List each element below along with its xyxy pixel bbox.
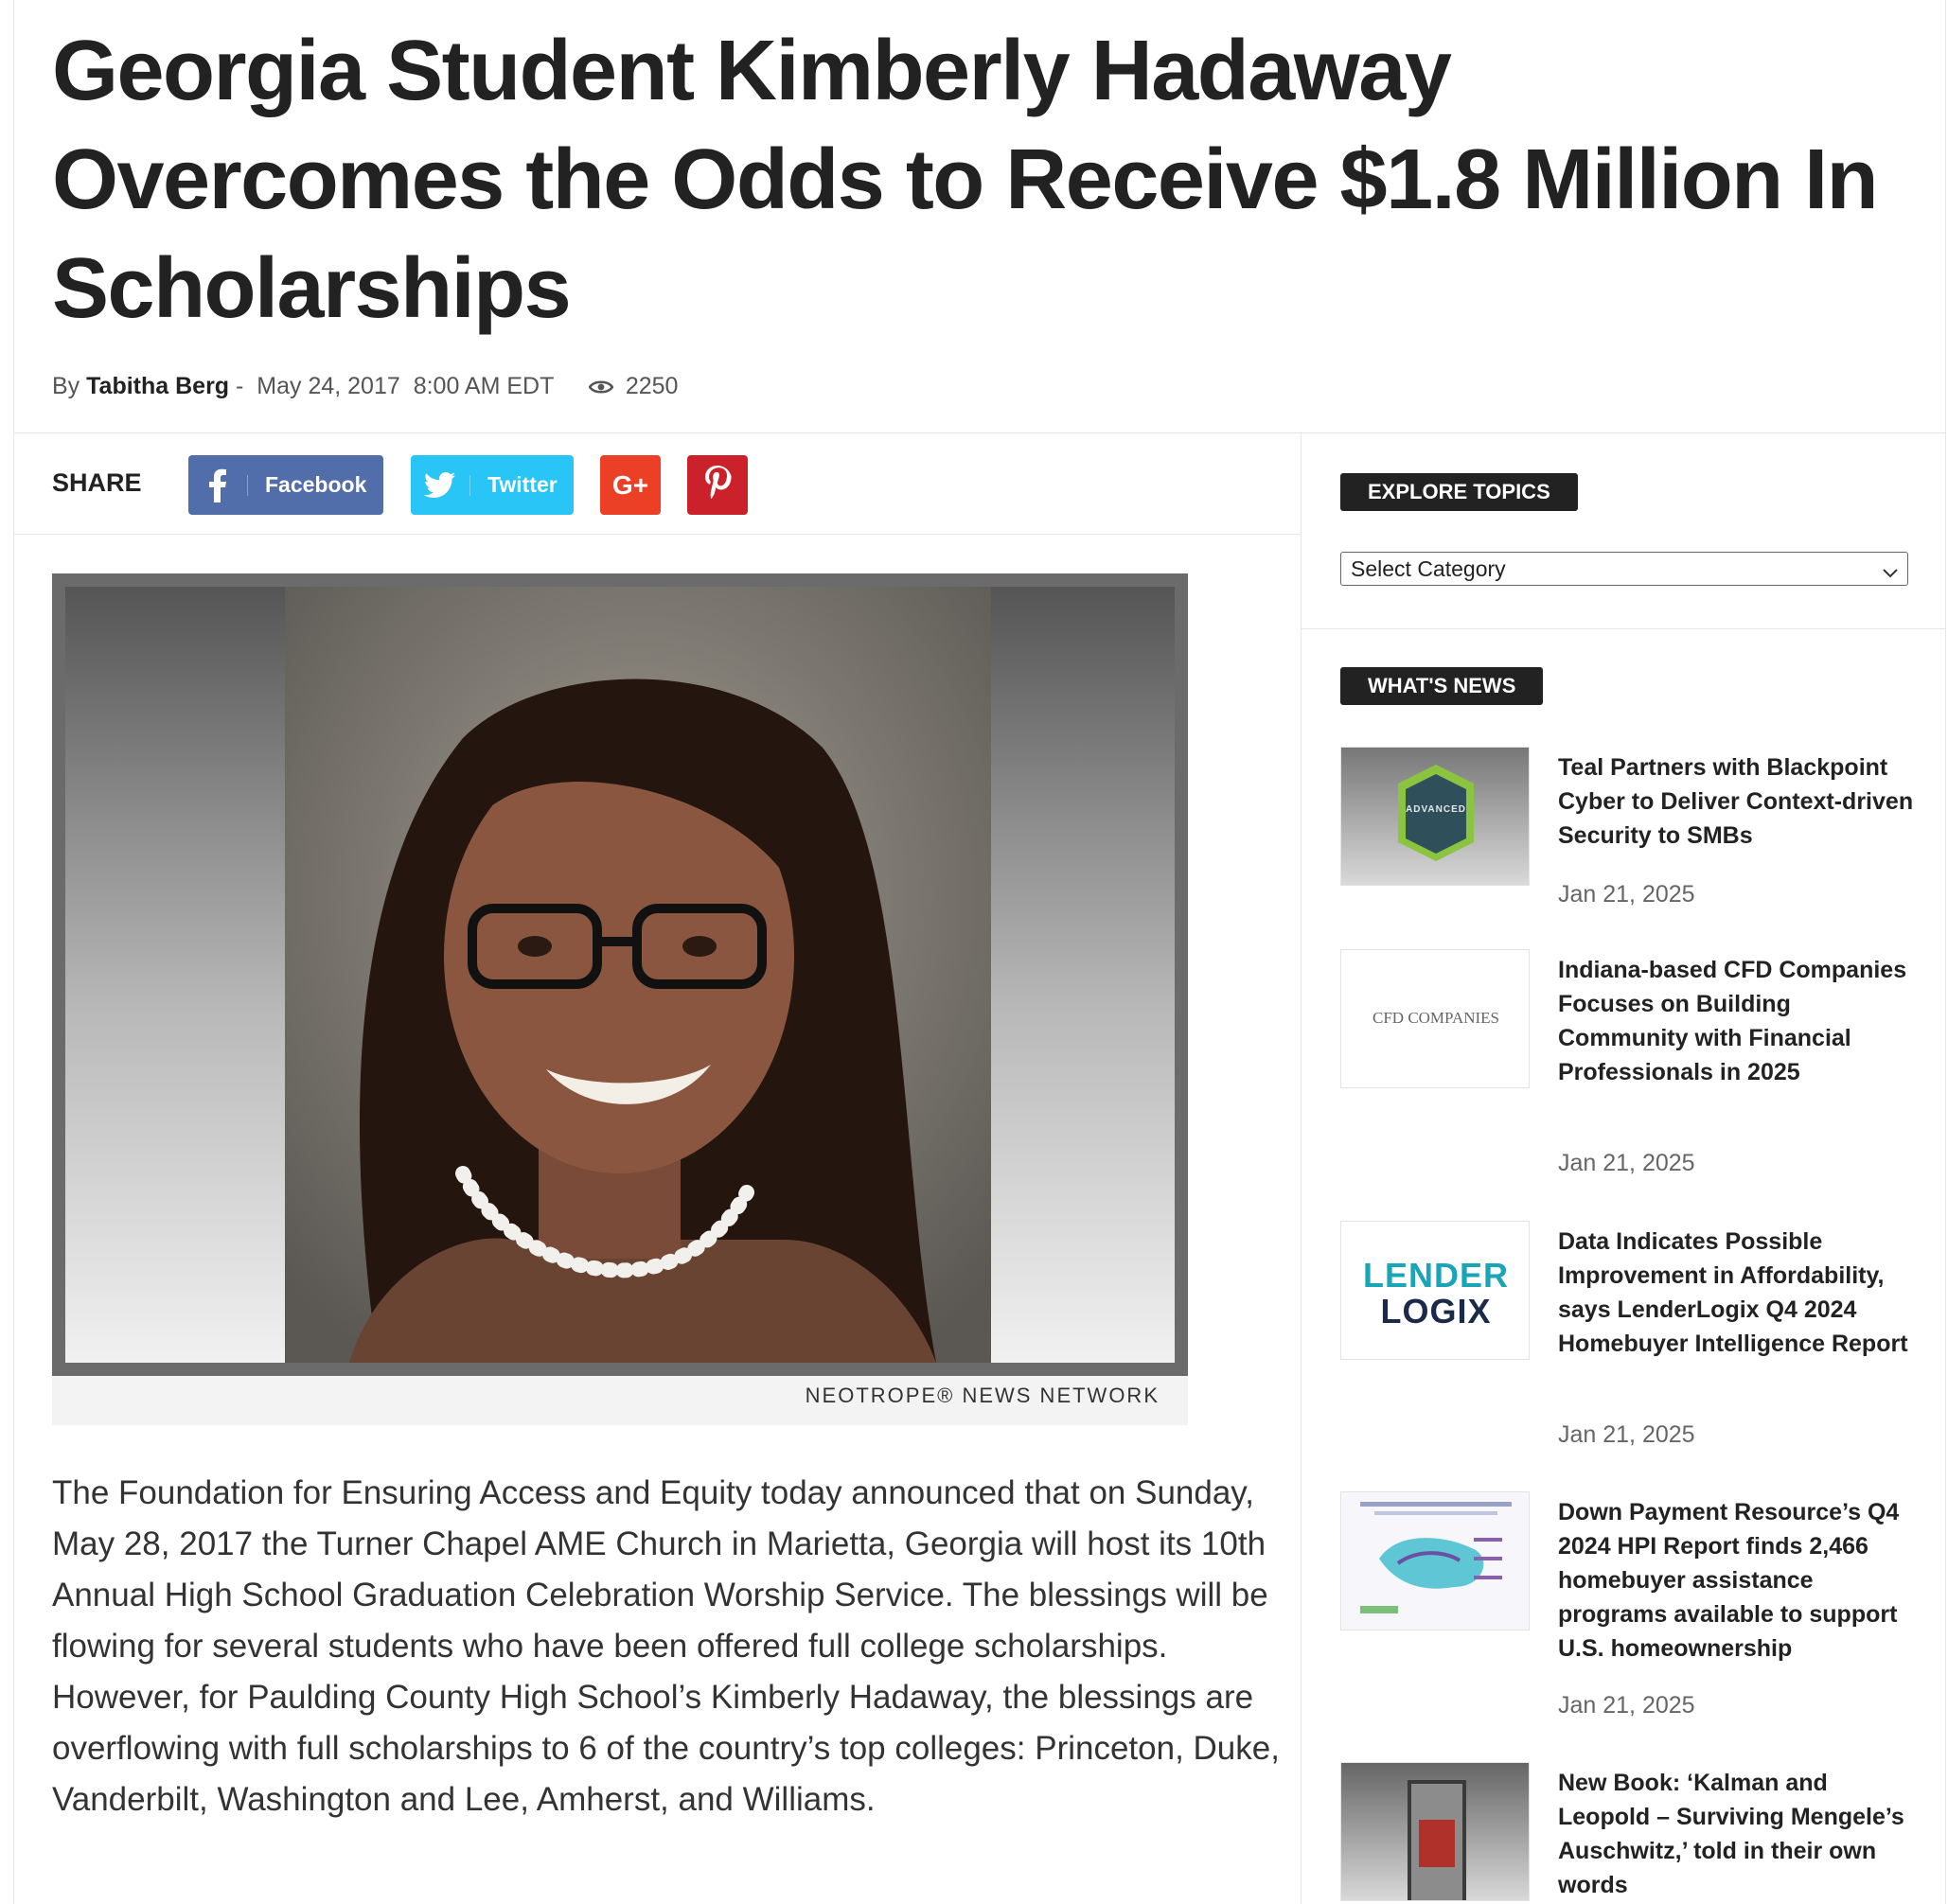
article-body: The Foundation for Ensuring Access and Equity today announced that on Sunday, May 28, 2017 the Turner Chapel AME Church in Marietta, Georgia will host its 10th Annual High School Graduation Celebration Worship Service. The blessings will be flowing for several students who have been offered full college scholarships. However, for Paulding County High School’s Kimberly Hadaway, the blessings are overflowing with full scholarships to 6 of the country’s top colleges: Princeton, Duke, Vanderbilt, Washington and Lee, Amherst, and Williams. xyxy=(52,1474,1280,1818)
news-date: Jan 21, 2025 xyxy=(1558,1150,1695,1176)
news-thumbnail[interactable] xyxy=(1340,1221,1530,1360)
thumbnail-text: ADVANCED xyxy=(1406,804,1466,815)
explore-topics-heading: EXPLORE TOPICS xyxy=(1340,473,1578,511)
pinterest-share-button[interactable] xyxy=(687,455,748,515)
category-select-value: Select Category xyxy=(1351,556,1506,581)
news-headline[interactable]: Down Payment Resource’s Q4 2024 HPI Report finds 2,466 homebuyer assistance programs available to support U.S. homeownership xyxy=(1558,1499,1900,1662)
date-separator: - xyxy=(236,373,244,399)
google-plus-share-button[interactable] xyxy=(600,455,661,515)
image-credit: NEOTROPE® NEWS NETWORK xyxy=(805,1384,1160,1407)
photo-backdrop xyxy=(65,587,1175,1363)
news-date: Jan 21, 2025 xyxy=(1558,1692,1695,1719)
category-select[interactable] xyxy=(1340,552,1908,586)
twitter-label: Twitter xyxy=(487,472,558,497)
google-plus-icon: G+ xyxy=(611,469,649,500)
news-thumbnail[interactable] xyxy=(1340,747,1530,886)
news-headline[interactable]: Indiana-based CFD Companies Focuses on Building Community with Financial Professionals in 2025 xyxy=(1558,957,1907,1085)
news-thumbnail[interactable] xyxy=(1340,1491,1530,1631)
pinterest-icon xyxy=(703,465,732,505)
photo-frame xyxy=(52,573,1188,1376)
facebook-share-button[interactable] xyxy=(188,455,383,515)
thumbnail-text: LENDER xyxy=(1362,1256,1509,1295)
publish-time: 8:00 AM EDT xyxy=(413,373,554,399)
author-link[interactable]: Tabitha Berg xyxy=(86,373,230,399)
thumbnail-text: LOGIX xyxy=(1380,1292,1492,1331)
whats-news-heading: WHAT'S NEWS xyxy=(1340,667,1543,705)
sidebar-divider xyxy=(1301,433,1302,1904)
share-label: SHARE xyxy=(52,468,142,497)
portrait-image xyxy=(65,587,1175,1363)
thumbnail-text: CFD COMPANIES xyxy=(1372,1009,1499,1027)
twitter-share-button[interactable] xyxy=(411,455,574,515)
twitter-icon xyxy=(411,472,469,499)
view-count: 2250 xyxy=(625,373,679,399)
news-date: Jan 21, 2025 xyxy=(1558,881,1695,908)
news-thumbnail[interactable] xyxy=(1340,949,1530,1088)
header-divider xyxy=(13,432,1946,433)
facebook-icon xyxy=(188,468,247,502)
news-headline[interactable]: Data Indicates Possible Improvement in Affordability, says LenderLogix Q4 2024 Homebuyer Intelligence Report xyxy=(1558,1228,1908,1357)
eye-icon xyxy=(589,374,613,401)
article-title: Georgia Student Kimberly Hadaway Overcomes the Odds to Receive $1.8 Million In Scholarships xyxy=(52,24,1878,336)
news-headline[interactable]: Teal Partners with Blackpoint Cyber to Deliver Context-driven Security to SMBs xyxy=(1558,754,1914,849)
share-divider xyxy=(13,534,1301,535)
article-photo xyxy=(52,573,1188,1425)
news-headline[interactable]: New Book: ‘Kalman and Leopold – Surviving Mengele’s Auschwitz,’ told in their own words xyxy=(1558,1770,1904,1898)
sidebar-section-divider xyxy=(1302,628,1946,629)
news-thumbnail[interactable] xyxy=(1340,1762,1530,1901)
publish-date: May 24, 2017 xyxy=(257,373,400,399)
news-date: Jan 21, 2025 xyxy=(1558,1421,1695,1448)
facebook-label: Facebook xyxy=(265,472,367,497)
chevron-down-icon xyxy=(1881,558,1900,591)
by-label: By xyxy=(52,373,80,399)
article-meta xyxy=(52,373,678,401)
